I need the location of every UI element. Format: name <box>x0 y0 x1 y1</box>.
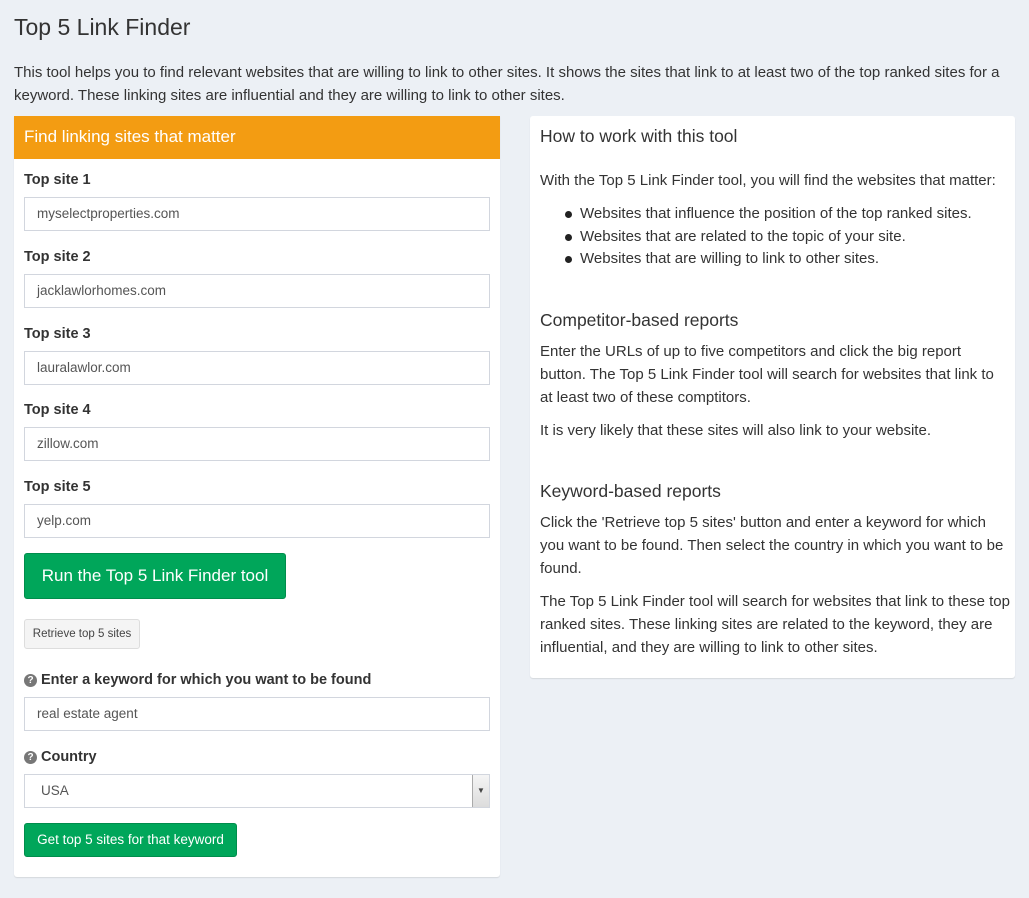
country-select-value: USA <box>41 783 69 798</box>
run-tool-button[interactable]: Run the Top 5 Link Finder tool <box>24 553 286 599</box>
help-intro: With the Top 5 Link Finder tool, you will find the websites that matter: <box>540 172 996 189</box>
link-finder-form-panel <box>14 116 500 877</box>
bullet-icon <box>565 211 572 218</box>
top-site-3-input[interactable]: lauralawlor.com <box>24 351 490 385</box>
keyword-label-text: Enter a keyword for which you want to be found <box>41 672 372 688</box>
competitor-reports-text: Enter the URLs of up to five competitors and click the big report button. The Top 5 Link Finder tool will search for websites that link to at least two of these comptitors. <box>540 343 994 406</box>
keyword-reports-text: Click the 'Retrieve top 5 sites' button and enter a keyword for which you want to be found. Then select the country in which you want to be found. <box>540 514 1004 577</box>
help-bullet-list <box>540 203 972 271</box>
keyword-label <box>24 672 371 688</box>
country-label-text: Country <box>41 749 97 765</box>
top-site-5-label: Top site 5 <box>24 479 91 495</box>
keyword-reports-note: The Top 5 Link Finder tool will search for websites that link to these top ranked sites. These linking sites are related to the keyword, they are influential, and they are willing to link to other sites. <box>540 593 1010 656</box>
top-site-2-input[interactable]: jacklawlorhomes.com <box>24 274 490 308</box>
list-item: Websites that are willing to link to other sites. <box>540 248 972 271</box>
keyword-input[interactable]: real estate agent <box>24 697 490 731</box>
question-circle-icon[interactable]: ? <box>24 751 37 764</box>
help-title: How to work with this tool <box>540 126 738 146</box>
top-site-4-input[interactable]: zillow.com <box>24 427 490 461</box>
retrieve-top-5-button[interactable]: Retrieve top 5 sites <box>24 619 140 649</box>
country-label <box>24 749 97 765</box>
top-site-4-label: Top site 4 <box>24 402 91 418</box>
question-circle-icon[interactable]: ? <box>24 674 37 687</box>
list-item: Websites that are related to the topic of your site. <box>540 226 972 249</box>
top-site-2-label: Top site 2 <box>24 249 91 265</box>
help-panel <box>530 116 1015 678</box>
page-title: Top 5 Link Finder <box>14 14 191 40</box>
page-description: This tool helps you to find relevant websites that are willing to link to other sites. It shows the sites that link to at least two of the top ranked sites for a keyword. These linking sites are influential and they are willing to link to other sites. <box>14 64 1000 104</box>
chevron-down-icon[interactable]: ▼ <box>472 775 489 807</box>
competitor-reports-title: Competitor-based reports <box>540 310 739 330</box>
bullet-icon <box>565 234 572 241</box>
top-site-1-input[interactable]: myselectproperties.com <box>24 197 490 231</box>
country-select[interactable] <box>24 774 490 808</box>
competitor-reports-note: It is very likely that these sites will also link to your website. <box>540 422 931 439</box>
list-item: Websites that influence the position of the top ranked sites. <box>540 203 972 226</box>
top-site-3-label: Top site 3 <box>24 326 91 342</box>
form-panel-header: Find linking sites that matter <box>14 116 500 159</box>
bullet-icon <box>565 256 572 263</box>
get-top-5-sites-button[interactable]: Get top 5 sites for that keyword <box>24 823 237 857</box>
keyword-reports-title: Keyword-based reports <box>540 481 721 501</box>
top-site-1-label: Top site 1 <box>24 172 91 188</box>
top-site-5-input[interactable]: yelp.com <box>24 504 490 538</box>
